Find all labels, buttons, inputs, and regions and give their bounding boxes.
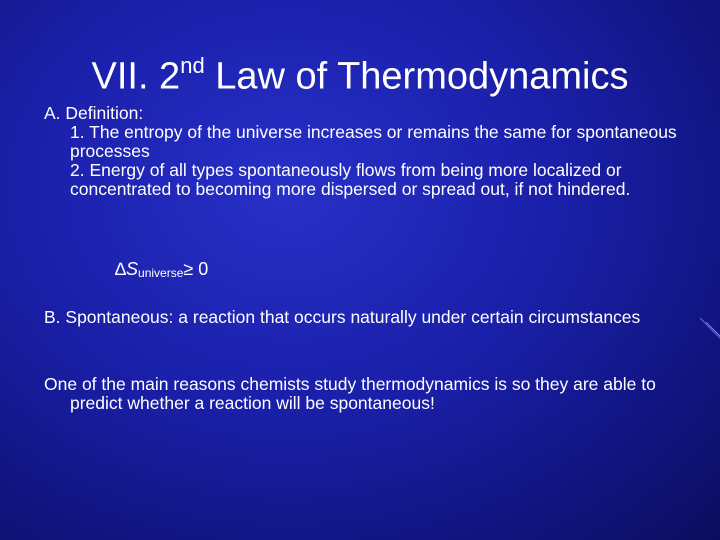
definition-heading: A. Definition: <box>44 103 144 123</box>
definition-item-1: 1. The entropy of the universe increases or remains the same for spontaneous processes <box>70 122 677 161</box>
delta-symbol: ∆ <box>115 259 127 279</box>
main-reason-text: One of the main reasons chemists study thermodynamics is so they are able to predict whether a reaction will be spontaneous! <box>44 374 656 413</box>
title-superscript: nd <box>180 53 205 78</box>
main-reason-section <box>44 375 694 413</box>
entropy-formula <box>115 258 208 282</box>
formula-relation: ≥ 0 <box>183 259 209 279</box>
entropy-symbol: S <box>126 259 139 279</box>
definition-item-2: 2. Energy of all types spontaneously flows from being more localized or concentrated to becoming more dispersed or spread out, if not hindered. <box>70 160 631 199</box>
definition-section <box>44 104 684 199</box>
spontaneous-section <box>44 308 684 327</box>
title-suffix: Law of Thermodynamics <box>204 55 629 98</box>
title-prefix: VII. 2 <box>91 55 181 98</box>
slide-title <box>0 44 720 101</box>
formula-subscript: universe <box>138 266 184 280</box>
spontaneous-text: B. Spontaneous: a reaction that occurs naturally under certain circumstances <box>44 307 641 327</box>
